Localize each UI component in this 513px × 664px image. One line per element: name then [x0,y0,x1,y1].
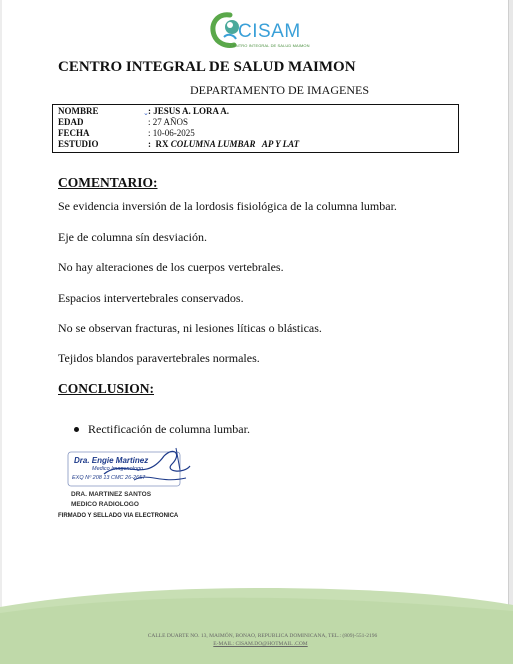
stamp-license: EXQ Nº 208 13 CMC 26-2657 [72,475,146,481]
stamp-title: Medico Imagenologo [92,466,144,472]
signer-role: MEDICO RADIOLOGO [71,501,139,508]
comment-line: No hay alteraciones de los cuerpos vertebrales. [58,260,284,274]
comment-line: No se observan fracturas, ni lesiones líticas o blásticas. [58,321,322,335]
logo-subtitle: CENTRO INTEGRAL DE SALUD MAIMON [230,43,310,48]
name-value: : JESUS A. LORA A. [148,106,230,116]
name-label: NOMBRE [58,106,99,116]
comment-line: Tejidos blandos paravertebrales normales. [58,351,260,365]
stamp-name: Dra. Engie Martinez [74,456,149,465]
patient-info-box [52,104,459,153]
date-value: : 10-06-2025 [148,128,195,138]
study-label: ESTUDIO [58,139,99,149]
date-label: FECHA [58,128,90,138]
bullet-icon [74,427,79,432]
page-edge-left [0,0,2,664]
age-label: EDAD [58,117,84,127]
logo-name: CISAM [238,21,301,42]
study-value-wrap [148,139,299,150]
comment-line: Espacios intervertebrales conservados. [58,291,244,305]
footer-wave [0,585,513,664]
center-title: CENTRO INTEGRAL DE SALUD MAIMON [58,59,356,75]
department-title: DEPARTAMENTO DE IMAGENES [190,83,369,97]
footer-email[interactable]: E-MAIL: CISAM.DO@HOTMAIL .COM [213,641,308,647]
conclusion-item: Rectificación de columna lumbar. [88,422,250,436]
age-value: : 27 AÑOS [148,117,189,127]
study-prefix: : RX [148,139,171,149]
cisam-logo [208,9,318,53]
comment-line: Se evidencia inversión de la lordosis fisiológica de la columna lumbar. [58,199,397,213]
doctor-stamp [64,444,194,490]
edit-mark-icon: ⌄ [143,109,149,117]
signer-name: DRA. MARTINEZ SANTOS [71,491,152,498]
page-edge-right [508,0,513,664]
comment-line: Eje de columna sín desviación. [58,230,207,244]
footer-address: CALLE DUARTE NO. 13, MAIMÓN, BONAO, REPUBLICA DOMINICANA, TEL.: (809)-551-2196 [147,633,378,639]
study-value: COLUMNA LUMBAR AP Y LAT [170,139,300,149]
conclusion-heading: CONCLUSION: [58,381,155,396]
comment-heading: COMENTARIO: [58,175,158,190]
signature-note: FIRMADO Y SELLADO VIA ELECTRONICA [58,513,179,519]
